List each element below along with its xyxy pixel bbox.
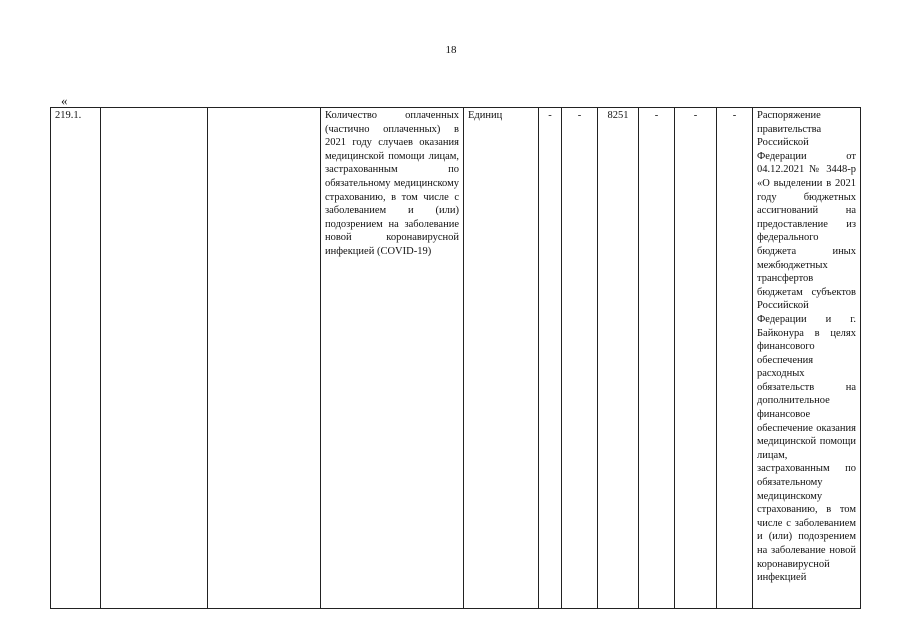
empty-cell xyxy=(101,108,208,609)
value-5: - xyxy=(693,110,698,121)
value-2: - xyxy=(577,110,582,121)
value-cell xyxy=(598,108,639,609)
value-6: - xyxy=(732,110,737,121)
table-row xyxy=(51,108,861,609)
page-number: 18 xyxy=(445,44,457,56)
value-1: - xyxy=(548,110,552,121)
row-number-cell xyxy=(51,108,101,609)
value-cell xyxy=(717,108,753,609)
indicator-name: Количество оплаченных (частично оплаченных) в 2021 году случаев оказания медицинской помощи лицам, застрахованным по обязательному медицинскому страхованию, в том числе с заболеванием и (или) подозрением на заболевание новой коронавирусной инфекцией (COVID-19) xyxy=(325,110,459,257)
empty-cell xyxy=(208,108,321,609)
opening-quote-mark: « xyxy=(61,93,68,108)
row-number: 219.1. xyxy=(55,110,82,121)
value-cell xyxy=(539,108,562,609)
value-4: - xyxy=(654,110,659,121)
value-cell xyxy=(639,108,675,609)
value-cell xyxy=(562,108,598,609)
unit: Единиц xyxy=(468,110,503,121)
value-cell xyxy=(675,108,717,609)
value-3: 8251 xyxy=(607,110,629,121)
unit-cell xyxy=(464,108,539,609)
indicator-table xyxy=(50,107,861,609)
legal-basis-cell xyxy=(753,108,861,609)
indicator-name-cell xyxy=(321,108,464,609)
legal-basis: Распоряжение правительства Российской Федерации от 04.12.2021 № 3448-р «О выделении в 2021 году бюджетных ассигнований на предоставление из федерального бюджета иных межбюджетных трансфертов бюджетам субъектов Российской Федерации и г. Байконура в целях финансового обеспечения расходных обязательств на дополнительное финансовое обеспечение оказания медицинской помощи лицам, застрахованным по обязательному медицинскому страхованию, в том числе с заболеванием и (или) подозрением на заболевание новой коронавирусной инфекцией xyxy=(757,110,856,584)
